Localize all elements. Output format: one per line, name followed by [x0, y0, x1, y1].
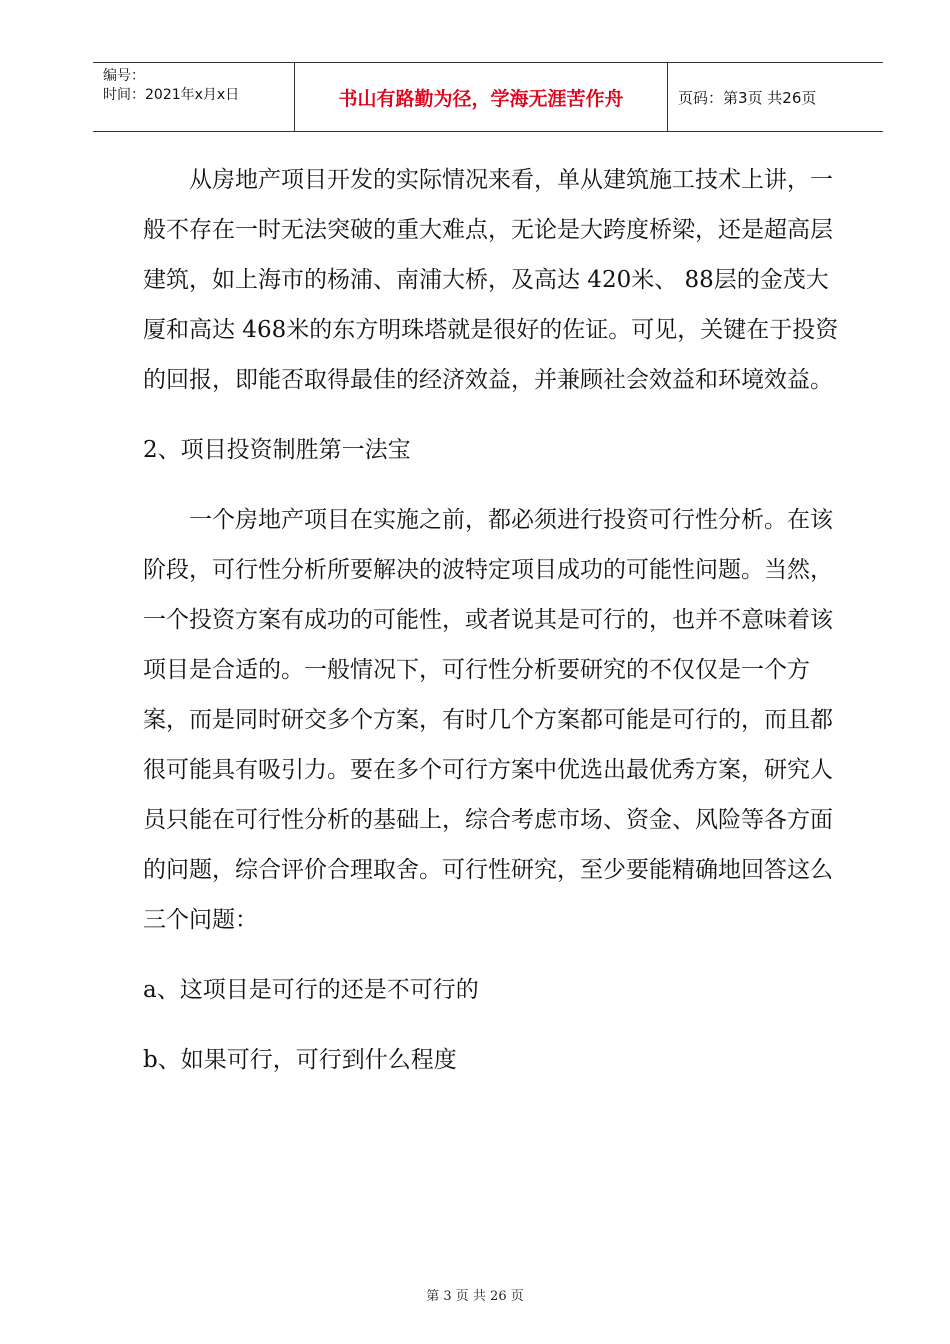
header-meta-cell [93, 63, 295, 131]
page-header [93, 62, 883, 132]
section-heading: 2、项目投资制胜第一法宝 [143, 437, 411, 463]
paragraph-intro: 从房地产项目开发的实际情况来看，单从建筑施工技术上讲，一般不存在一时无法突破的重大难点，无论是大跨度桥梁，还是超高层建筑，如上海市的杨浦、南浦大桥，及高达 420米、 88层的金茂大厦和高达 468米的东方明珠塔就是很好的佐证。可见，关键在于投资的回报，即能否取得最佳的经济效益，并兼顾社会效益和环境效益。 [143, 167, 839, 393]
list-item-b: b、如果可行，可行到什么程度 [143, 1047, 457, 1073]
document-body [143, 155, 841, 1085]
header-page-cell [668, 63, 883, 131]
list-item-a: a、这项目是可行的还是不可行的 [143, 977, 479, 1003]
paragraph-feasibility: 一个房地产项目在实施之前，都必须进行投资可行性分析。在该阶段，可行性分析所要解决的波特定项目成功的可能性问题。当然，一个投资方案有成功的可能性，或者说其是可行的，也并不意味着该项目是合适的。一般情况下，可行性分析要研究的不仅仅是一个方案，而是同时研交多个方案，有时几个方案都可能是可行的，而且都很可能具有吸引力。要在多个可行方案中优选出最优秀方案，研究人员只能在可行性分析的基础上，综合考虑市场、资金、风险等各方面的问题，综合评价合理取舍。可行性研究，至少要能精确地回答这么三个问题： [143, 507, 833, 933]
serial-number-label: 编号： [103, 68, 145, 84]
header-motto: 书山有路勤为径，学海无涯苦作舟 [338, 88, 624, 110]
page-footer: 第 3 页 共 26 页 [426, 1289, 524, 1304]
header-page-info: 页码：第3页 共26页 [678, 89, 817, 107]
time-label: 时间：2021年x月x日 [103, 87, 240, 103]
header-motto-cell [295, 63, 668, 131]
